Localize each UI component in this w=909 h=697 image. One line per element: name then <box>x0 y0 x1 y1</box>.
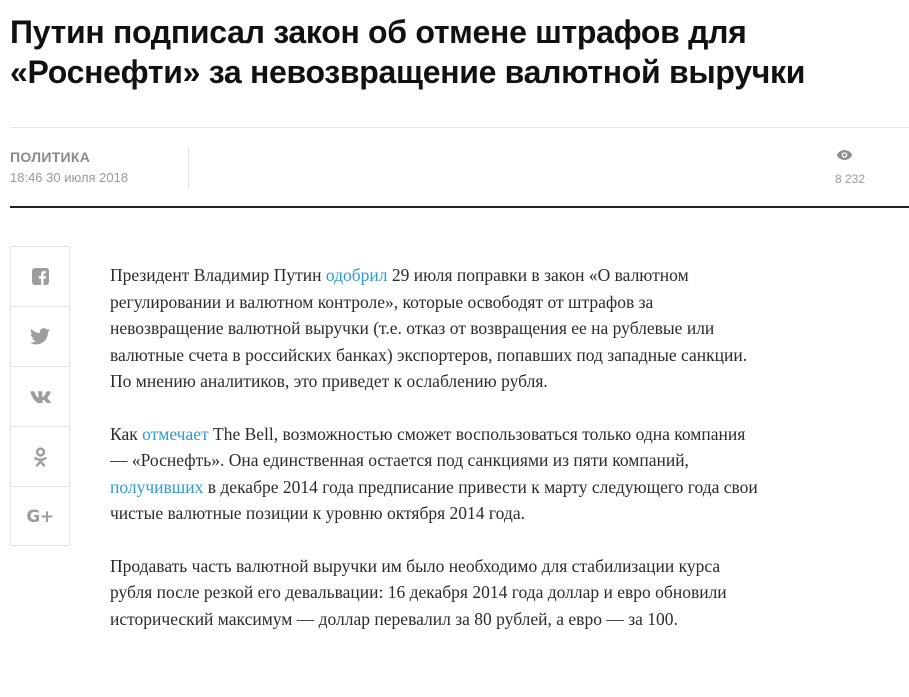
meta-divider <box>188 147 189 189</box>
facebook-icon <box>32 268 49 285</box>
article-headline <box>10 12 905 92</box>
publish-datetime: 18:46 30 июля 2018 <box>10 170 129 185</box>
views-counter <box>805 148 865 186</box>
share-vk-button[interactable] <box>11 367 69 427</box>
share-panel <box>10 246 70 546</box>
eye-icon <box>836 149 853 161</box>
header-divider <box>10 127 909 128</box>
link-received[interactable]: получивших <box>110 476 204 497</box>
share-google-plus-button[interactable] <box>11 487 69 547</box>
rubric-link[interactable]: ПОЛИТИКА <box>10 149 91 165</box>
link-approved[interactable]: одобрил <box>325 265 388 285</box>
vk-icon <box>30 391 51 403</box>
share-facebook-button[interactable] <box>11 247 69 307</box>
headline-line-1: Путин подписал закон об отмене штрафов для <box>10 14 747 50</box>
views-count: 8 232 <box>834 172 865 186</box>
meta-bottom-rule <box>10 206 909 208</box>
article-meta <box>10 148 128 187</box>
article-paragraph: Продавать часть валютной выручки им было необходимо для стабилизации курса рубля после резкой его девальвации: 16 декабря 2014 года доллар и евро обновили исторический максимум — доллар перевалил за 80 рублей, а евро — за 100. <box>110 555 727 629</box>
article-body <box>110 262 760 658</box>
google-plus-icon: G+ <box>26 507 54 527</box>
twitter-icon <box>30 328 50 345</box>
article-paragraph: Президент Владимир Путин одобрил 29 июля поправки в закон «О валютном регулировании и валютном контроле», которые освободят от штрафов за невозвращение валютной выручки (т.е. отказ от возвращения ее на рублевые или валютные счета в российских банках) экспортеров, попавших под западные санкции. По мнению аналитиков, это приведет к ослаблению рубля. <box>110 265 748 391</box>
headline-line-2: «Роснефти» за невозвращение валютной выручки <box>10 54 806 90</box>
odnoklassniki-icon <box>34 447 47 467</box>
share-odnoklassniki-button[interactable] <box>11 427 69 487</box>
share-twitter-button[interactable] <box>11 307 69 367</box>
article-paragraph: Как отмечает The Bell, возможностью сможет воспользоваться только одна компания — «Роснефть». Она единственная остается под санкциями из пяти компаний, получивших в декабре 2014 года предписание привести к марту следующего года свои чистые валютные позиции к уровню октября 2014 года. <box>110 423 758 523</box>
link-notes[interactable]: отмечает <box>142 423 209 444</box>
